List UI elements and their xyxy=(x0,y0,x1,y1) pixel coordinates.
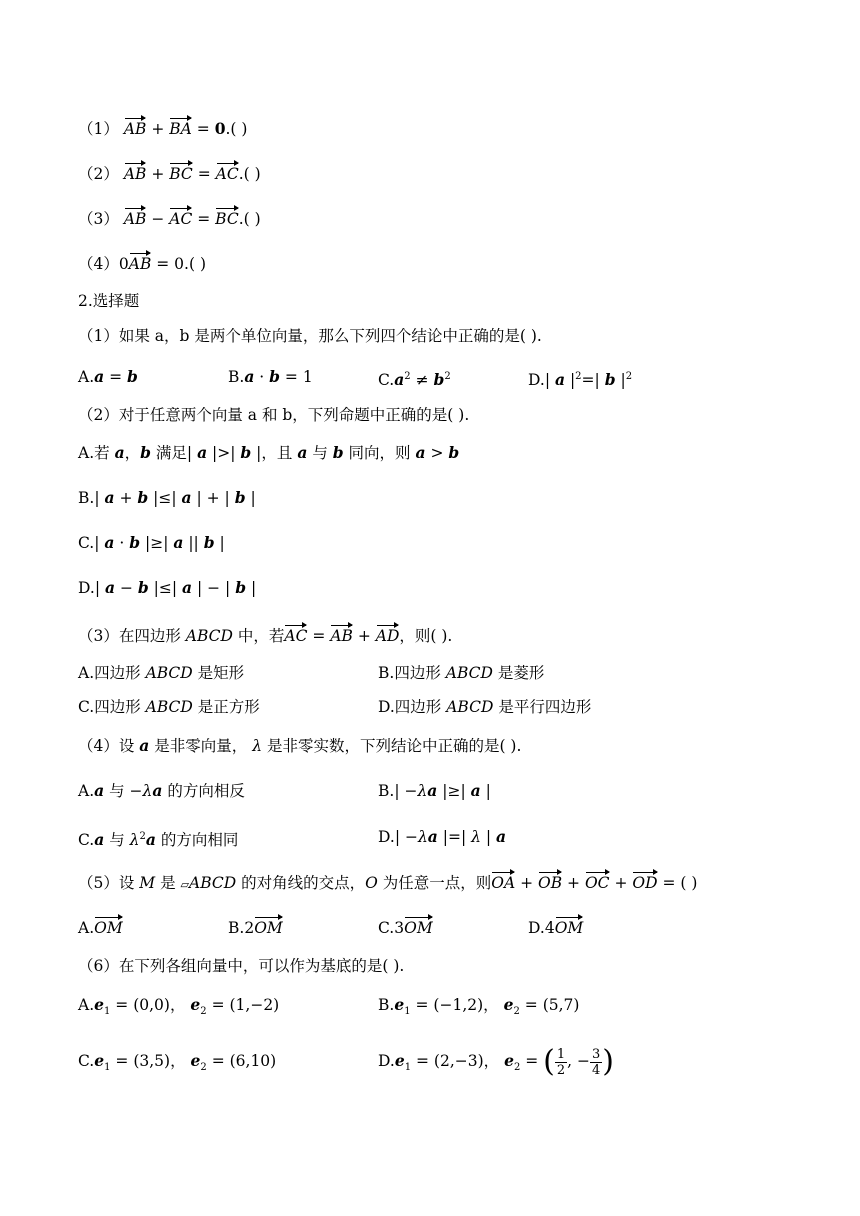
option-label: D. xyxy=(528,371,545,390)
text: 是非零向量， xyxy=(149,737,253,755)
quad-name: ABCD xyxy=(145,664,193,682)
q4-stem xyxy=(78,735,521,757)
vector-om: OM xyxy=(94,919,123,937)
vector-ab: AB xyxy=(330,627,353,645)
vector-ba: BA xyxy=(169,120,192,138)
q3-option-d xyxy=(378,696,591,718)
text: ， xyxy=(124,444,141,462)
q3-option-c xyxy=(78,696,260,718)
text: 与 xyxy=(307,444,333,462)
option-label: C. xyxy=(378,919,395,937)
option-label: D.四边形 xyxy=(378,698,447,716)
option-label: B. xyxy=(378,782,395,800)
option-text: 是正方形 xyxy=(192,698,260,716)
vector-om: OM xyxy=(554,919,584,937)
q5-option-c xyxy=(378,917,433,939)
q2-option-b: B.| a + b |≤| a | + | b | xyxy=(78,488,256,507)
q2-option-c: C.| a · b |≥| a || b | xyxy=(78,533,225,552)
text: 为任意一点，则 xyxy=(377,874,492,892)
q4-option-a: A.a 与 −λa 的方向相反 xyxy=(78,781,245,800)
option-label: C. xyxy=(378,371,395,390)
text: （3）在四边形 xyxy=(78,627,186,645)
option-label: A. xyxy=(78,919,95,937)
text: = ( ) xyxy=(657,874,698,892)
q6-option-d: $D.e_1 = (2,-3)$， $e_2$ = ( $\frac{1}{2}$ , − $\frac{3}{4}$ ) xyxy=(378,1044,615,1079)
equals: = xyxy=(192,210,216,228)
q4-option-b: B.| −λa |≥| a | xyxy=(378,781,491,800)
option-label: D. xyxy=(528,919,545,937)
e1-value: (2,−3) xyxy=(433,1052,484,1070)
lambda: λ xyxy=(252,737,263,755)
q5-option-b xyxy=(228,917,283,939)
q6-option-a: $A.e_1 = (0,0)$， $e_2 = (1,-2)$ xyxy=(78,995,280,1018)
coefficient: 2 xyxy=(244,919,255,937)
q2-stem: （2）对于任意两个向量 a 和 b，下列命题中正确的是( ). xyxy=(78,406,470,424)
q1-option-d: D.| a $|^2=|$ b $|^2$ xyxy=(528,370,633,390)
option-label: A. xyxy=(78,996,95,1014)
quad-name: ABCD xyxy=(145,698,193,716)
text: 是 xyxy=(155,874,181,892)
text: 的方向相同 xyxy=(155,831,239,850)
zero-vector: 0 xyxy=(214,119,226,138)
q2-option-a: A.若 a，b 满足| a |>| b |，且 a 与 b 同向，则 a > b xyxy=(78,443,460,462)
text: 的方向相反 xyxy=(162,782,245,800)
option-label: D. xyxy=(78,579,95,597)
vector-om: OM xyxy=(404,919,433,937)
text: ，则( ). xyxy=(399,627,453,645)
e1-value: (0,0) xyxy=(133,996,170,1014)
text: 是非零实数，下列结论中正确的是( ). xyxy=(262,737,522,755)
vector-ac: AC xyxy=(215,165,239,183)
point-o: O xyxy=(365,874,378,892)
denominator: 2 xyxy=(556,1062,566,1078)
q5-option-a xyxy=(78,917,123,939)
vector-ab: AB xyxy=(123,120,147,138)
q1-option-a: A.a = b xyxy=(78,367,138,386)
text: 与 xyxy=(104,782,130,800)
q1-option-b: B.a · b = 1 xyxy=(228,367,313,386)
q2-option-d: D.| a − b |≤| a | − | b | xyxy=(78,578,257,597)
option-label: A.若 xyxy=(78,444,115,462)
text: 同向，则 xyxy=(343,444,411,462)
option-label: C. xyxy=(78,831,95,850)
point-m: M xyxy=(139,874,156,892)
option-text: 是矩形 xyxy=(192,664,245,682)
vector-oc: OC xyxy=(584,874,610,892)
vector-ob: OB xyxy=(538,874,563,892)
vector-ab: AB xyxy=(123,165,147,183)
e2-value: (6,10) xyxy=(229,1052,277,1070)
answer-blank: .( ) xyxy=(225,120,248,138)
option-label: B. xyxy=(228,919,245,937)
option-label: D. xyxy=(378,828,395,846)
coefficient: 4 xyxy=(544,919,555,937)
quad-name: ABCD xyxy=(445,664,493,682)
vector-bc: BC xyxy=(215,210,239,228)
option-label: A. xyxy=(78,368,95,386)
answer-blank: .( ) xyxy=(238,210,261,228)
judge-item-1: （1） AB + BA = 0.( ) xyxy=(78,119,248,138)
vector-bc: BC xyxy=(169,165,193,183)
q6-option-c: $C.e_1 = (3,5)$， $e_2 = (6,10)$ xyxy=(78,1051,277,1074)
vector-oa: OA xyxy=(491,874,516,892)
denominator: 4 xyxy=(592,1062,601,1078)
q4-option-d: D.| −λa |=| λ | a xyxy=(378,827,507,846)
text: 的对角线的交点， xyxy=(236,874,366,892)
vector-ac: AC xyxy=(169,210,193,228)
vector-a: a xyxy=(139,736,150,755)
q6-option-b: $B.e_1 = (-1,2)$， $e_2 = (5,7)$ xyxy=(378,995,580,1018)
coefficient: 3 xyxy=(394,919,405,937)
q3-option-b xyxy=(378,662,544,684)
equals: = xyxy=(191,120,215,138)
item-number: （2） xyxy=(78,165,119,183)
vector-od: OD xyxy=(632,874,658,892)
fraction xyxy=(590,1047,602,1078)
answer-blank: .( ) xyxy=(238,165,261,183)
option-label: C. xyxy=(78,534,95,552)
quad-name: ABCD xyxy=(189,874,237,892)
fraction xyxy=(555,1047,567,1078)
text: ，且 xyxy=(261,444,298,462)
scalar-zero: 0 xyxy=(118,255,129,273)
text: （5）设 xyxy=(78,874,140,892)
q5-option-d xyxy=(528,917,583,939)
q3-option-a xyxy=(78,662,244,684)
vector-ad: AD xyxy=(375,627,400,645)
judge-item-2: （2） AB + BC = AC.( ) xyxy=(78,165,261,183)
numerator: 1 xyxy=(556,1046,566,1062)
e1-value: (3,5) xyxy=(133,1052,171,1070)
text: 满足 xyxy=(150,444,187,462)
section-title: 2.选择题 xyxy=(78,292,140,310)
equals-zero: = 0 xyxy=(151,255,185,273)
vector-om: OM xyxy=(254,919,283,937)
option-label: A.四边形 xyxy=(78,664,146,682)
e2-value: (5,7) xyxy=(542,996,580,1014)
vector-ab: AB xyxy=(128,255,152,273)
e2-value: (1,−2) xyxy=(229,996,280,1014)
item-number: （1） xyxy=(78,120,119,138)
q5-stem: （5）设 M 是 ▱ABCD 的对角线的交点，O 为任意一点，则OA + OB + OC + OD = ( ) xyxy=(78,874,698,892)
option-text: 是菱形 xyxy=(492,664,545,682)
item-number: （3） xyxy=(78,210,119,228)
option-label: C. xyxy=(78,1052,95,1070)
item-number: （4） xyxy=(78,255,119,273)
text: 与 xyxy=(104,831,130,850)
option-label: A. xyxy=(78,782,95,800)
e1-value: (−1,2) xyxy=(433,996,484,1014)
option-label: B. xyxy=(378,996,395,1014)
parallelogram-icon: ▱ xyxy=(180,878,189,891)
option-label: D. xyxy=(378,1052,395,1070)
answer-blank: .( ) xyxy=(184,255,206,273)
numerator: 3 xyxy=(592,1046,601,1062)
judge-item-3: （3） AB − AC = BC.( ) xyxy=(78,210,261,228)
quad-name: ABCD xyxy=(446,698,494,716)
equals: = xyxy=(192,165,216,183)
option-label: B.四边形 xyxy=(378,664,446,682)
vector-ac: AC xyxy=(284,627,308,645)
option-text: 是平行四边形 xyxy=(493,698,592,716)
q1-option-c: $C.a^2 \ne b^2$ xyxy=(378,370,451,390)
option-label: B. xyxy=(228,368,245,386)
q6-stem: （6）在下列各组向量中，可以作为基底的是( ). xyxy=(78,957,405,975)
quad-name: ABCD xyxy=(185,627,233,645)
q4-option-c: C.a 与 $\lambda^2a$ 的方向相同 xyxy=(78,830,239,850)
q1-stem: （1）如果 a，b 是两个单位向量，那么下列四个结论中正确的是( ). xyxy=(78,327,542,345)
text: 中，若 xyxy=(232,627,285,645)
text: （4）设 xyxy=(78,737,140,755)
judge-item-4 xyxy=(78,253,206,275)
vector-ab: AB xyxy=(123,210,147,228)
option-label: B. xyxy=(78,489,95,507)
q3-stem: （3）在四边形 ABCD 中，若AC = AB + AD，则( ). xyxy=(78,627,453,645)
option-label: C.四边形 xyxy=(78,698,146,716)
